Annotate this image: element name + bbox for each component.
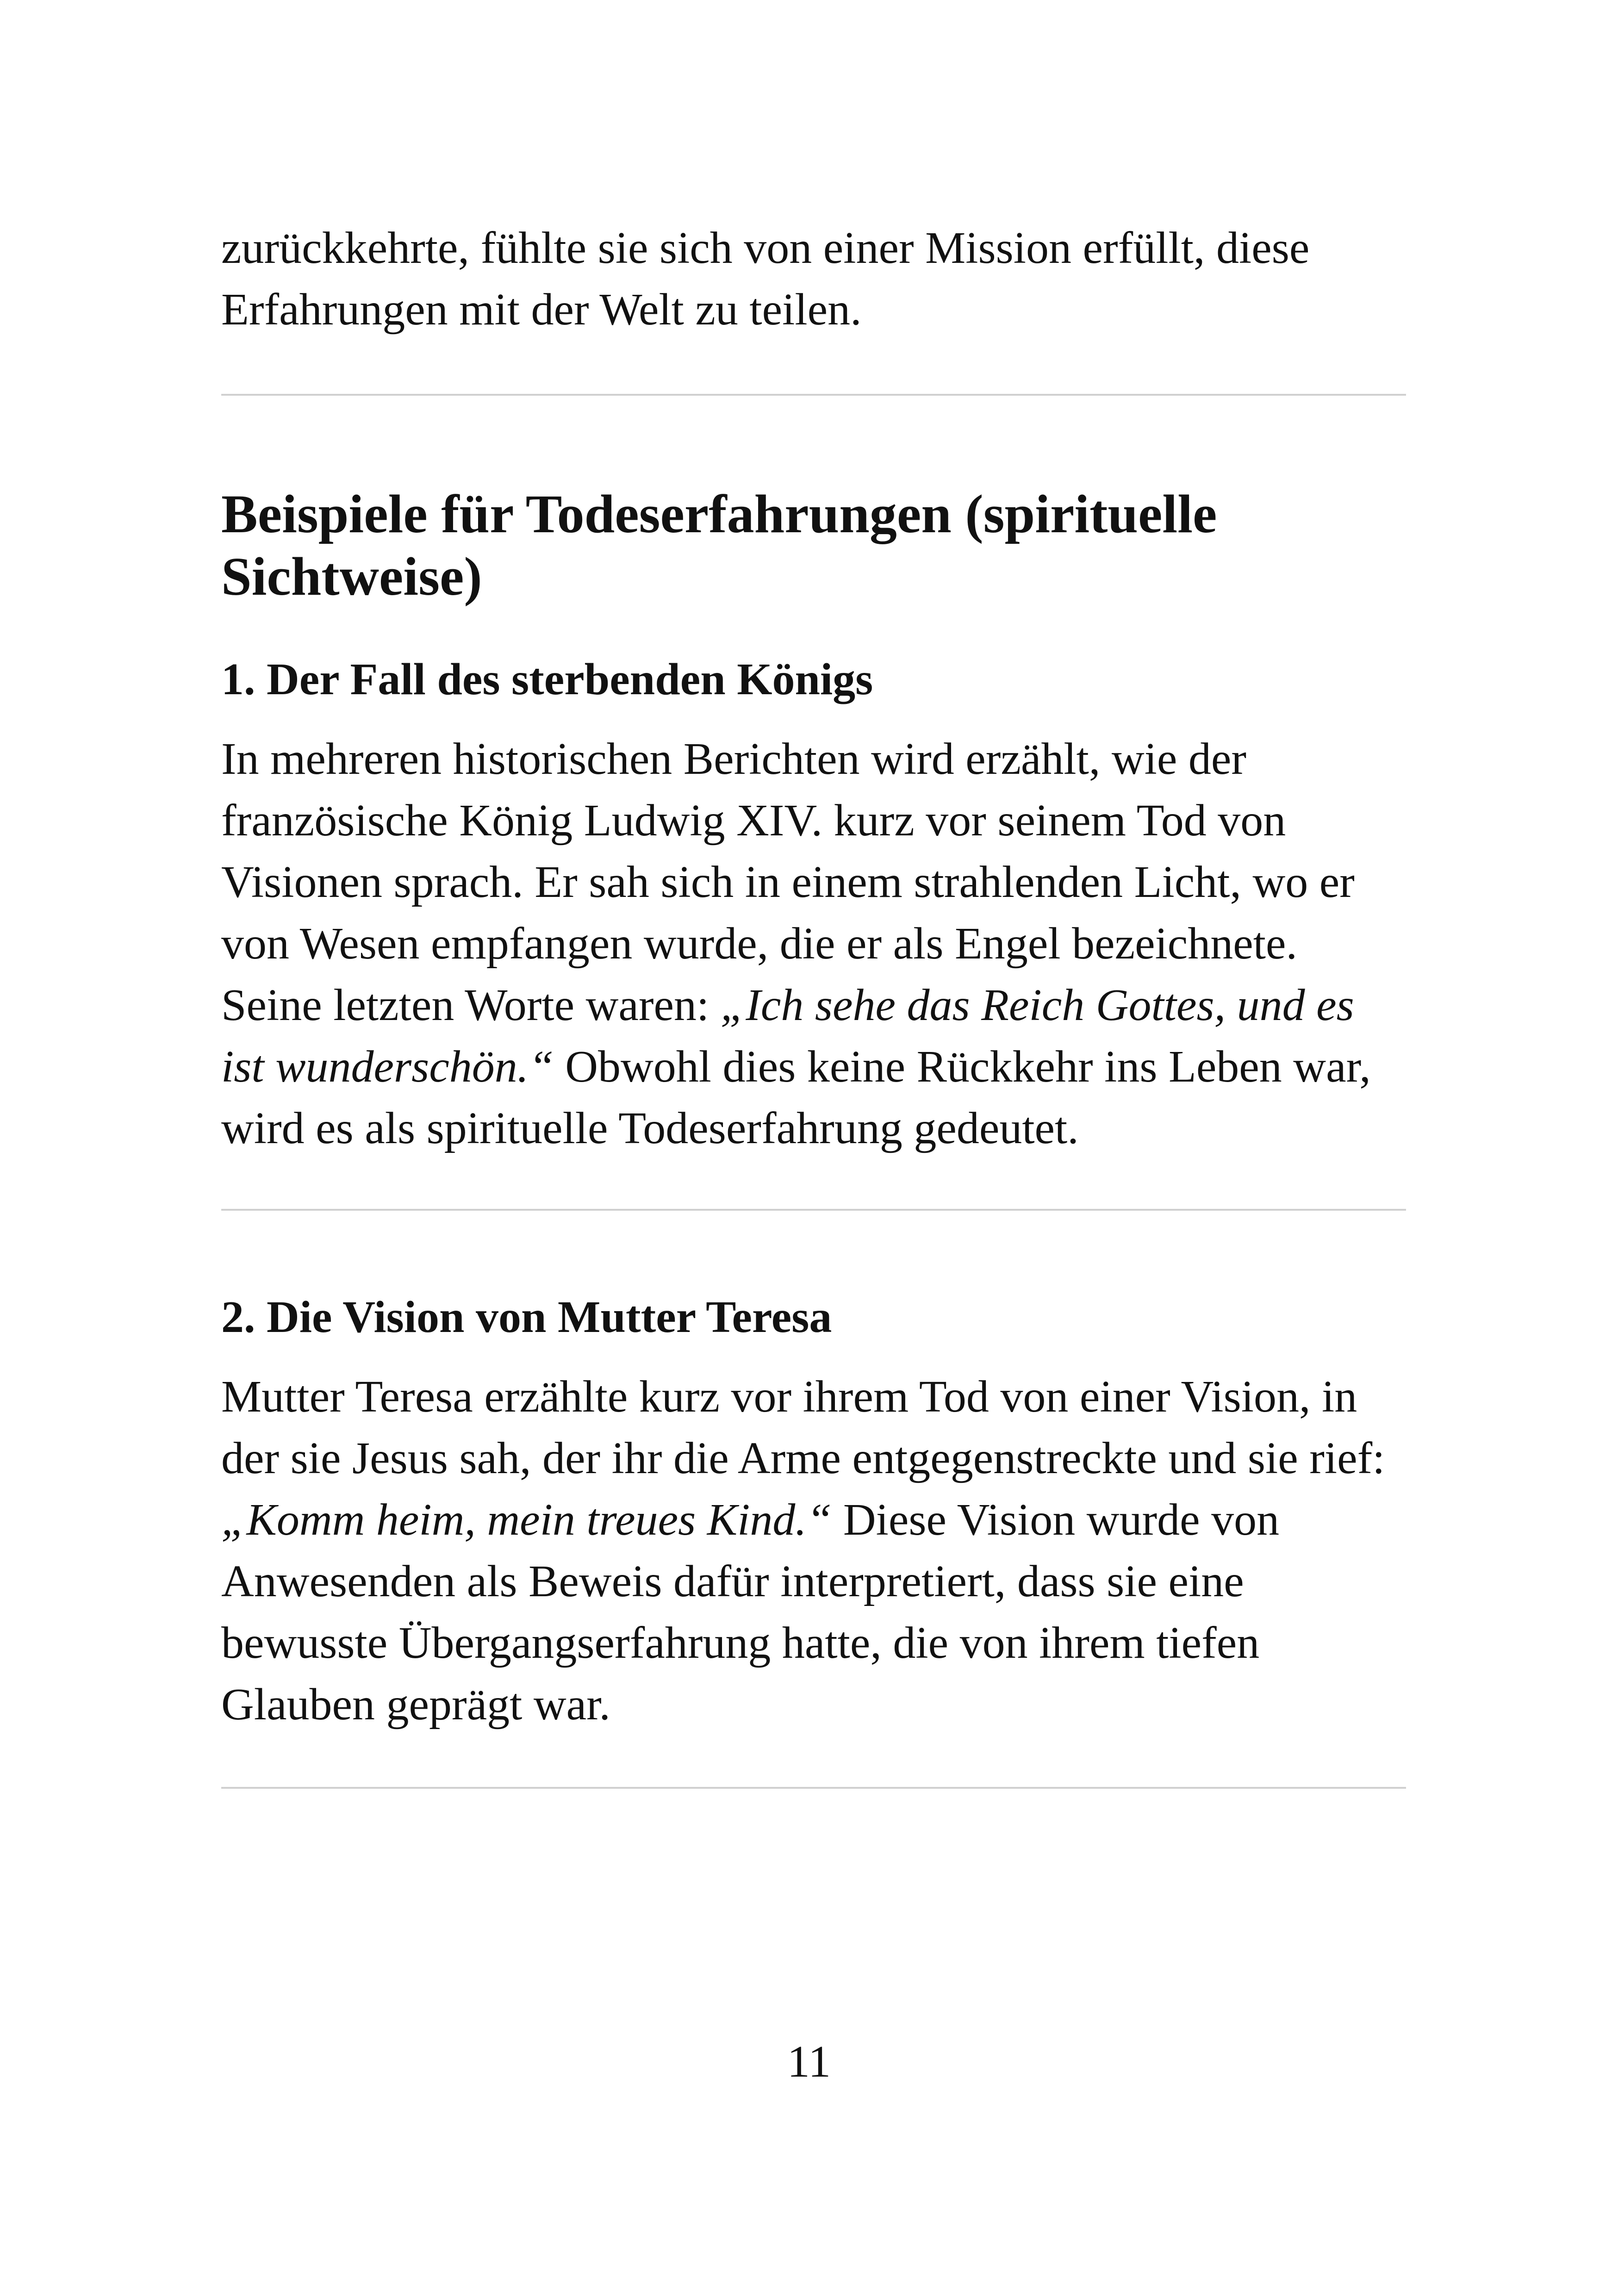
example-2-text-after: Diese Vision wurde von Anwesenden als Beweis dafür interpretiert, dass sie eine bewusste Übergangserfahrung hatte, die von ihrem tiefen Glauben geprägt war. xyxy=(221,1495,1280,1730)
section-heading: Beispiele für Todeserfahrungen (spirituelle Sichtweise) xyxy=(221,484,1217,607)
example-2-text-before: Mutter Teresa erzählte kurz vor ihrem Tod von einer Vision, in der sie Jesus sah, der ihr die Arme entgegenstreckte und sie rief: xyxy=(221,1372,1385,1483)
example-2-quote: „Komm heim, mein treues Kind.“ xyxy=(221,1495,832,1545)
example-2-title: 2. Die Vision von Mutter Teresa xyxy=(221,1292,832,1342)
example-divider-2 xyxy=(221,1787,1406,1789)
example-1-text-before: In mehreren historischen Berichten wird erzählt, wie der französische König Ludwig XIV. kurz vor seinem Tod von Visionen sprach. Er sah sich in einem strahlenden Licht, wo er von Wesen empfangen wurde, die er als Engel bezeichnete. Seine letzten Worte waren: xyxy=(221,734,1355,1030)
example-1-title: 1. Der Fall des sterbenden Königs xyxy=(221,654,873,704)
page-number: 11 xyxy=(787,2037,831,2087)
example-2-paragraph xyxy=(221,1366,1406,1736)
example-1-body xyxy=(221,728,1406,1159)
example-1-paragraph xyxy=(221,728,1406,1159)
section-divider xyxy=(221,394,1406,396)
example-1-quote: „Ich sehe das Reich Gottes, und es ist wunderschön.“ xyxy=(221,980,1354,1092)
example-divider-1 xyxy=(221,1209,1406,1211)
example-1-text-after: Obwohl dies keine Rückkehr ins Leben war, wird es als spirituelle Todeserfahrung gedeutet. xyxy=(221,1042,1371,1153)
intro-paragraph: zurückkehrte, fühlte sie sich von einer Mission erfüllt, diese Erfahrungen mit der Welt zu teilen. xyxy=(221,223,1310,335)
example-2-body xyxy=(221,1366,1406,1736)
